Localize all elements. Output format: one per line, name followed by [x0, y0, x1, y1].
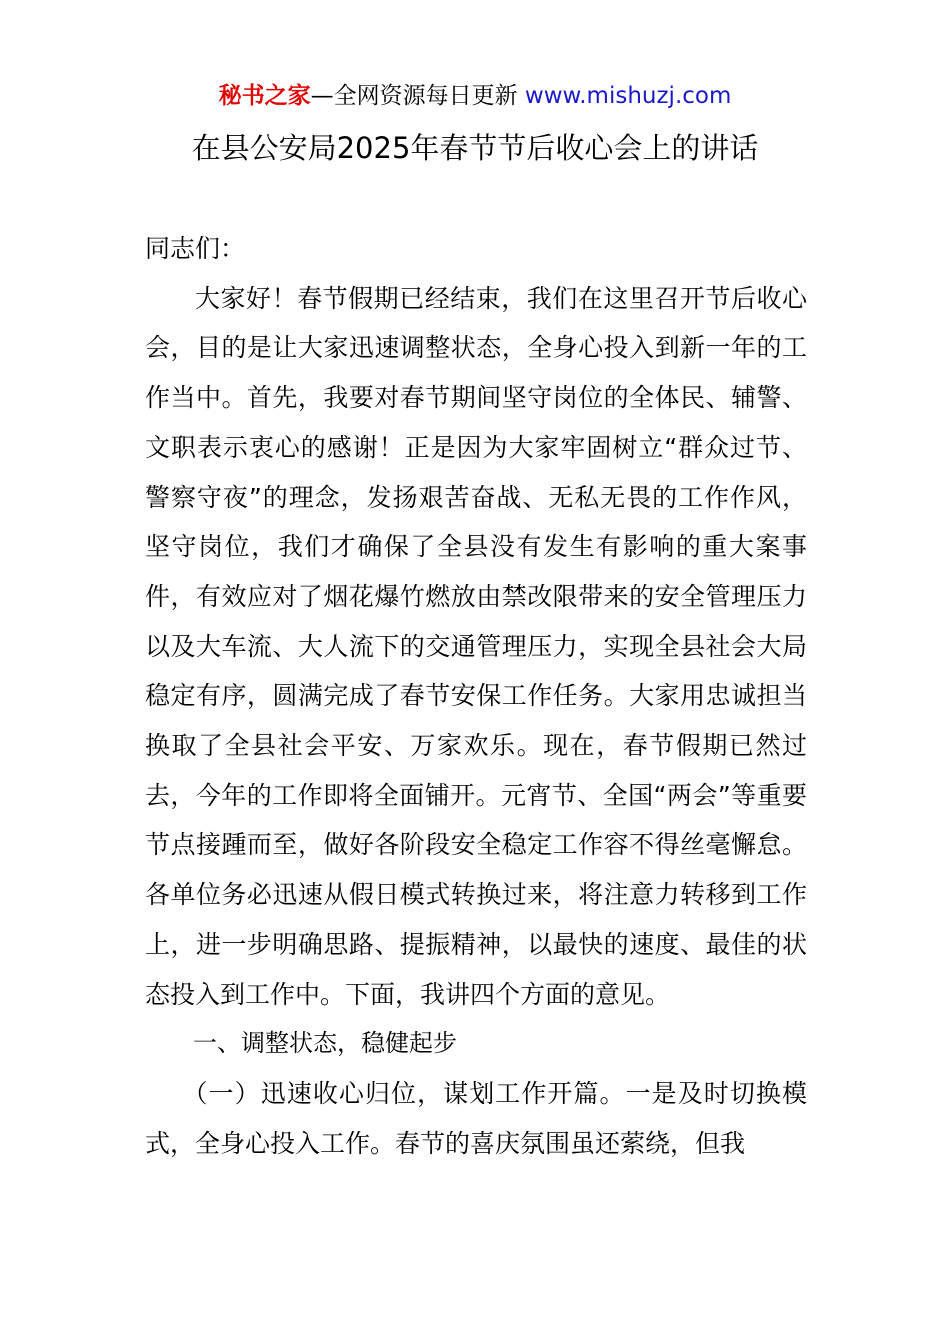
body-paragraph: 大家好！春节假期已经结束，我们在这里召开节后收心会，目的是让大家迅速调整状态，全身心投入到新一年的工作当中。首先，我要对春节期间坚守岗位的全体民、辅警、文职表示衷心的感谢！正是因为大家牢固树立“群众过节、警察守夜”的理念，发扬艰苦奋战、无私无畏的工作作风，坚守岗位，我们才确保了全县没有发生有影响的重大案事件，有效应对了烟花爆竹燃放由禁改限带来的安全管理压力以及大车流、大人流下的交通管理压力，实现全县社会大局稳定有序，圆满完成了春节安保工作任务。大家用忠诚担当换取了全县社会平安、万家欢乐。现在，春节假期已然过去，今年的工作即将全面铺开。元宵节、全国“两会”等重要节点接踵而至，做好各阶段安全稳定工作容不得丝毫懈怠。各单位务必迅速从假日模式转换过来，将注意力转移到工作上，进一步明确思路、提振精神，以最快的速度、最佳的状态投入到工作中。下面，我讲四个方面的意见。	[145, 283, 807, 1009]
document-title: 在县公安局2025年春节节后收心会上的讲话	[191, 131, 759, 165]
site-header	[0, 80, 950, 112]
subsection-paragraph: （一）迅速收心归位，谋划工作开篇。一是及时切换模式，全身心投入工作。春节的喜庆氛围虽还萦绕，但我	[145, 1078, 807, 1158]
site-url: www.mishuzj.com	[524, 83, 732, 109]
document-body	[145, 224, 807, 1168]
header-tagline: —全网资源每日更新	[310, 83, 525, 109]
section-heading: 一、调整状态，稳健起步	[193, 1029, 457, 1058]
brand-name: 秘书之家	[218, 83, 311, 109]
salutation: 同志们：	[145, 234, 246, 263]
